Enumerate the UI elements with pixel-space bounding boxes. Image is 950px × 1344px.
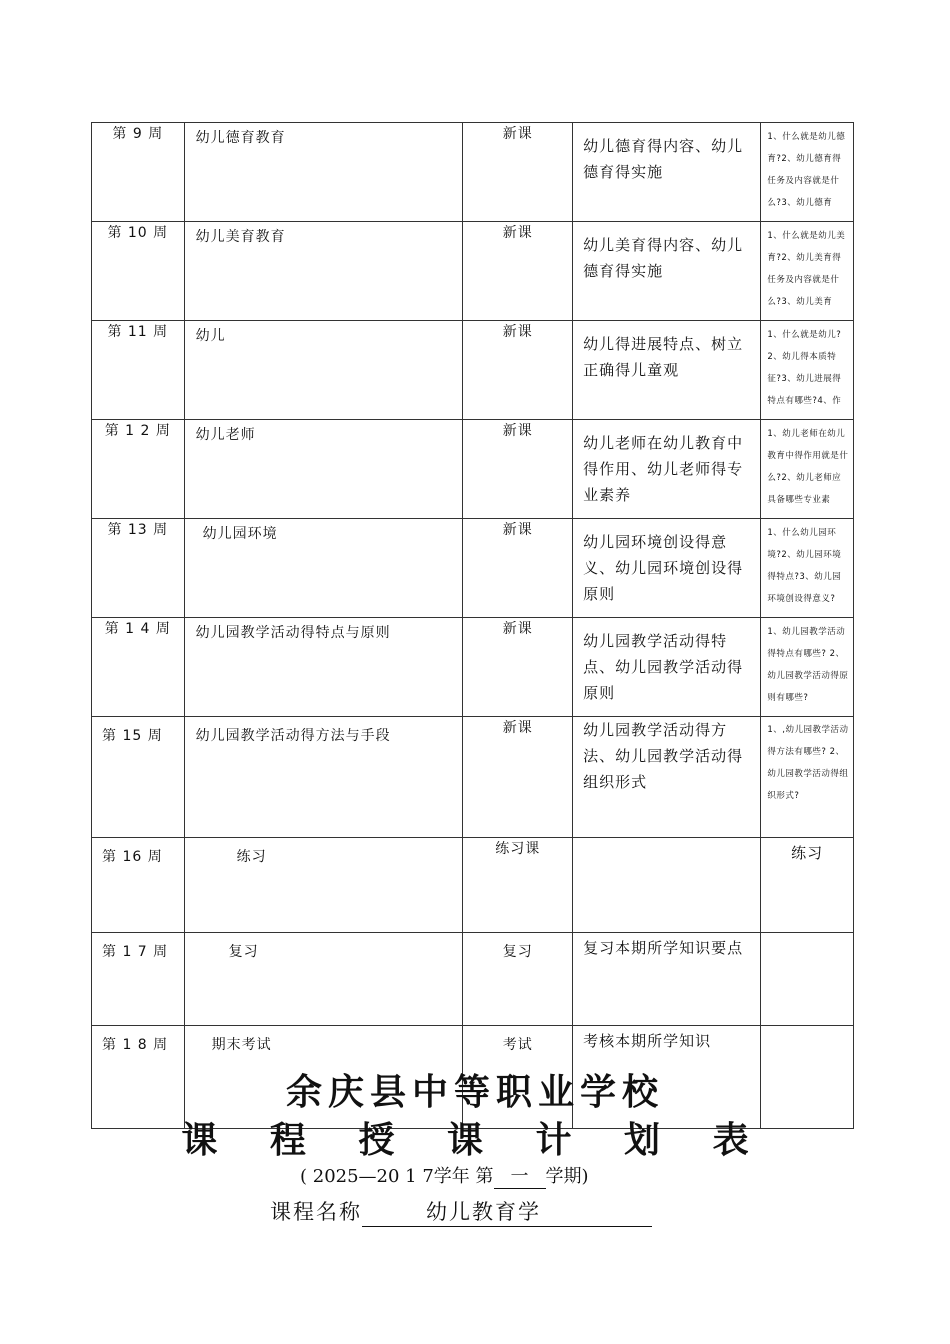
school-title: 余庆县中等职业学校 [285, 1071, 664, 1113]
table-row [92, 717, 854, 838]
table-row [92, 519, 854, 618]
questions-cell: 练习 [761, 838, 854, 933]
course-label: 课程名称 [270, 1200, 362, 1224]
form-title: 课 程 授 课 计 划 表 [181, 1119, 769, 1161]
type-cell: 新课 [463, 420, 573, 519]
table-row [92, 838, 854, 933]
table-row [92, 222, 854, 321]
questions-cell [761, 933, 854, 1026]
content-cell: 幼儿园教学活动得特点、幼儿园教学活动得原则 [573, 618, 761, 717]
table-row [92, 420, 854, 519]
content-cell: 幼儿得进展特点、树立正确得儿童观 [573, 321, 761, 420]
questions-cell: 1、什么就是幼儿德育?2、幼儿德育得任务及内容就是什么?3、幼儿德育 [761, 123, 854, 222]
topic-cell: 复习 [184, 933, 463, 1026]
content-cell [573, 838, 761, 933]
year-prefix: ( 2025—20 1 7学年 第 [300, 1166, 494, 1187]
type-cell: 新课 [463, 222, 573, 321]
content-cell: 幼儿德育得内容、幼儿德育得实施 [573, 123, 761, 222]
term-value: 一 [494, 1162, 546, 1189]
topic-cell: 幼儿园教学活动得特点与原则 [184, 618, 463, 717]
content-cell: 幼儿老师在幼儿教育中得作用、幼儿老师得专业素养 [573, 420, 761, 519]
type-cell: 新课 [463, 321, 573, 420]
questions-cell: 1、幼儿园教学活动得特点有哪些? 2、幼儿园教学活动得原则有哪些? [761, 618, 854, 717]
table-row [92, 321, 854, 420]
school-year-line [300, 1162, 589, 1189]
course-name-line [270, 1196, 652, 1227]
content-cell: 幼儿美育得内容、幼儿德育得实施 [573, 222, 761, 321]
week-cell: 第 11 周 [92, 321, 185, 420]
type-cell: 新课 [463, 123, 573, 222]
type-cell: 复习 [463, 933, 573, 1026]
type-cell: 新课 [463, 717, 573, 838]
week-cell: 第 9 周 [92, 123, 185, 222]
week-cell: 第 13 周 [92, 519, 185, 618]
week-cell: 第 1 4 周 [92, 618, 185, 717]
year-suffix: 学期) [545, 1166, 589, 1187]
content-cell: 幼儿园教学活动得方法、幼儿园教学活动得组织形式 [573, 717, 761, 838]
week-cell: 第 1 7 周 [92, 933, 185, 1026]
topic-cell: 幼儿老师 [184, 420, 463, 519]
type-cell: 新课 [463, 618, 573, 717]
topic-cell: 幼儿美育教育 [184, 222, 463, 321]
questions-cell: 1、什么幼儿园环境?2、幼儿园环境得特点?3、幼儿园环境创设得意义? [761, 519, 854, 618]
questions-cell: 1、什么就是幼儿? 2、幼儿得本质特征?3、幼儿进展得特点有哪些?4、作 [761, 321, 854, 420]
table-row [92, 933, 854, 1026]
type-cell: 考试 [463, 1026, 573, 1129]
table-row [92, 618, 854, 717]
week-cell: 第 16 周 [92, 838, 185, 933]
topic-cell: 练习 [184, 838, 463, 933]
content-cell: 幼儿园环境创设得意义、幼儿园环境创设得原则 [573, 519, 761, 618]
questions-cell: 1、幼儿老师在幼儿教育中得作用就是什么?2、幼儿老师应具备哪些专业素 [761, 420, 854, 519]
topic-cell: 幼儿 [184, 321, 463, 420]
topic-cell: 幼儿园教学活动得方法与手段 [184, 717, 463, 838]
week-cell: 第 1 8 周 [92, 1026, 185, 1129]
week-cell: 第 1 2 周 [92, 420, 185, 519]
week-cell: 第 15 周 [92, 717, 185, 838]
course-name: 幼儿教育学 [362, 1196, 652, 1227]
topic-cell: 幼儿园环境 [184, 519, 463, 618]
table-row [92, 123, 854, 222]
type-cell: 练习课 [463, 838, 573, 933]
content-cell: 考核本期所学知识 [573, 1026, 761, 1129]
topic-cell: 期末考试 [184, 1026, 463, 1129]
content-cell: 复习本期所学知识要点 [573, 933, 761, 1026]
questions-cell: 1、什么就是幼儿美育?2、幼儿美育得任务及内容就是什么?3、幼儿美育 [761, 222, 854, 321]
questions-cell: 1、,幼儿园教学活动得方法有哪些? 2、 幼儿园教学活动得组织形式? [761, 717, 854, 838]
type-cell: 新课 [463, 519, 573, 618]
week-cell: 第 10 周 [92, 222, 185, 321]
course-plan-table [91, 122, 854, 1129]
topic-cell: 幼儿德育教育 [184, 123, 463, 222]
